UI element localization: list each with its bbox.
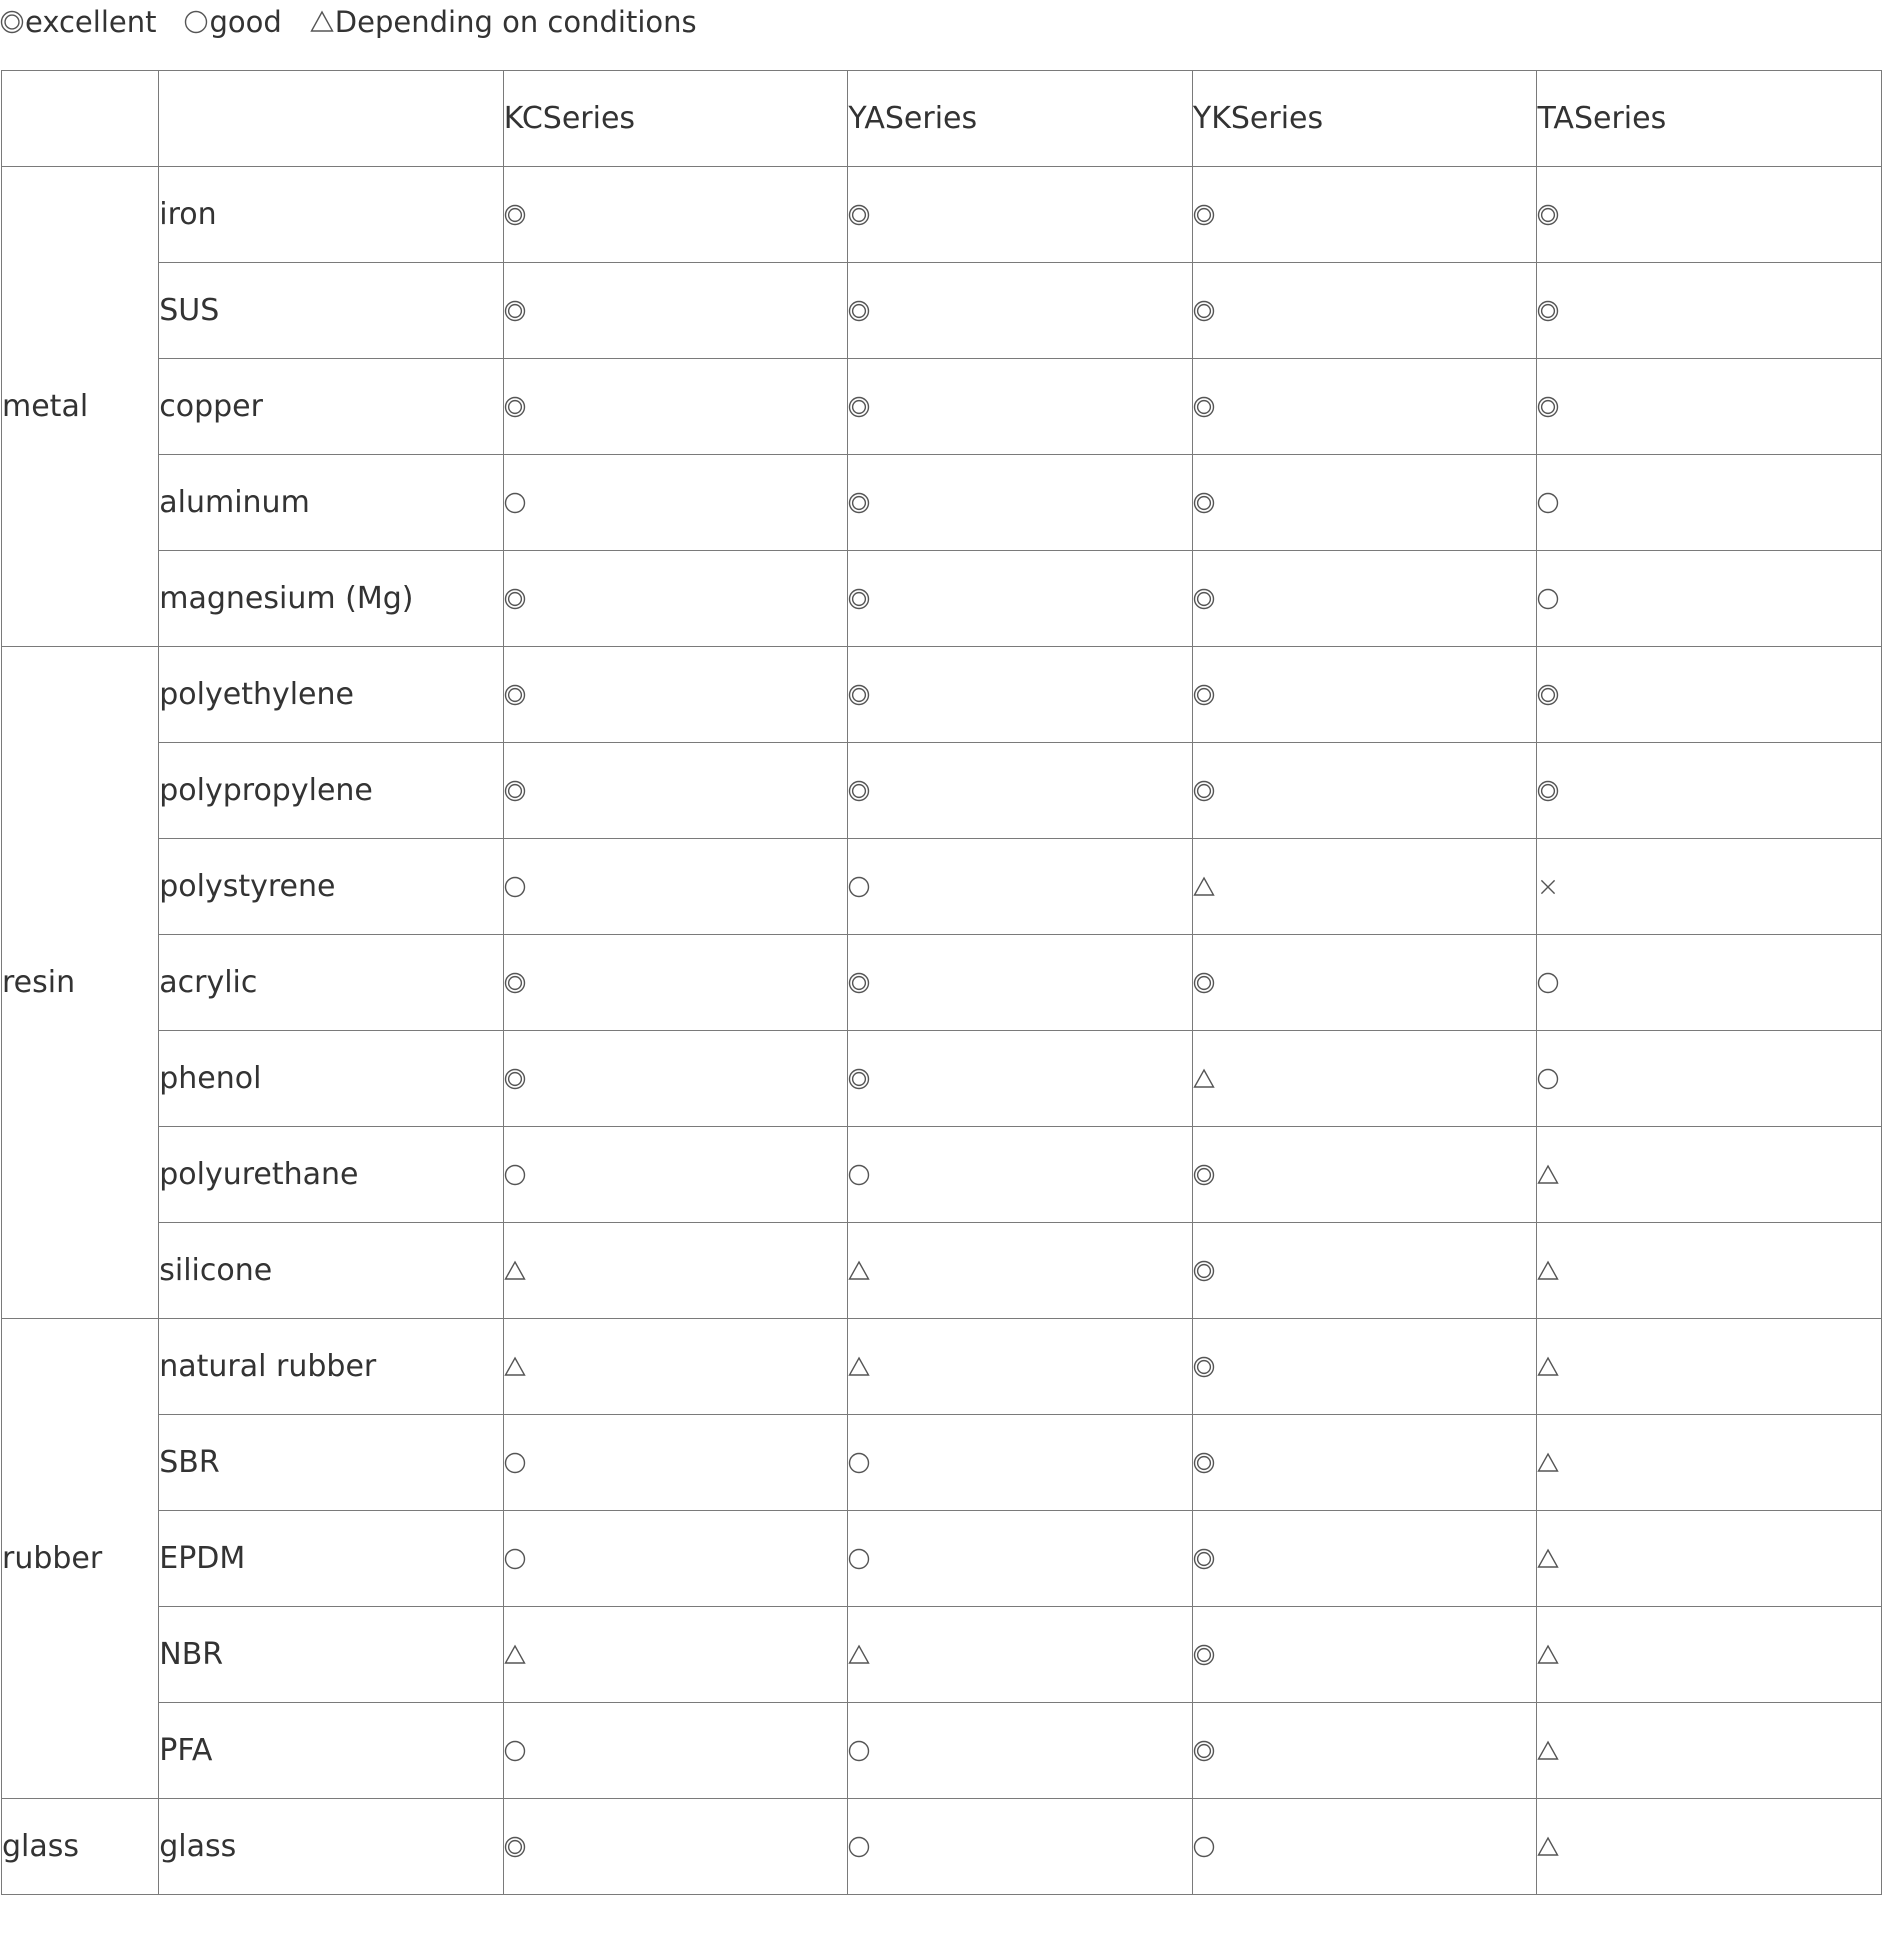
rating-cell-ta-series [1537, 359, 1882, 455]
rating-cell-kc-series [503, 1799, 848, 1895]
double-circle-icon [1193, 1164, 1537, 1186]
table-row [2, 839, 1882, 935]
rating-cell-ya-series [848, 359, 1193, 455]
rating-cell-ya-series [848, 551, 1193, 647]
circle-icon [504, 1740, 848, 1762]
material-cell-natural-rubber: natural rubber [159, 1319, 504, 1415]
rating-cell-ya-series [848, 1127, 1193, 1223]
rating-cell-yk-series [1192, 1319, 1537, 1415]
rating-cell-yk-series [1192, 743, 1537, 839]
category-cell-metal: metal [2, 167, 159, 647]
rating-cell-yk-series [1192, 1031, 1537, 1127]
triangle-icon [1537, 1452, 1881, 1474]
circle-icon [848, 1548, 1192, 1570]
circle-icon [848, 1452, 1192, 1474]
double-circle-icon [1537, 684, 1881, 706]
rating-cell-kc-series [503, 935, 848, 1031]
rating-cell-yk-series [1192, 167, 1537, 263]
triangle-icon [848, 1356, 1192, 1378]
rating-cell-yk-series [1192, 263, 1537, 359]
table-row [2, 359, 1882, 455]
rating-cell-ta-series [1537, 935, 1882, 1031]
material-cell-pfa: PFA [159, 1703, 504, 1799]
double-circle-icon [1193, 1452, 1537, 1474]
header-ya-series: YASeries [848, 71, 1193, 167]
double-circle-icon [848, 588, 1192, 610]
double-circle-icon [1193, 1740, 1537, 1762]
circle-icon [848, 1740, 1192, 1762]
rating-cell-ta-series [1537, 647, 1882, 743]
rating-cell-ta-series [1537, 1319, 1882, 1415]
table-row [2, 551, 1882, 647]
triangle-icon [1537, 1644, 1881, 1666]
rating-cell-ta-series [1537, 839, 1882, 935]
rating-cell-ta-series [1537, 1511, 1882, 1607]
rating-cell-ya-series [848, 1703, 1193, 1799]
triangle-icon [1537, 1740, 1881, 1762]
rating-cell-kc-series [503, 647, 848, 743]
double-circle-icon [0, 10, 24, 34]
cross-icon [1537, 876, 1881, 898]
triangle-icon [1537, 1164, 1881, 1186]
rating-cell-yk-series [1192, 839, 1537, 935]
rating-cell-kc-series [503, 743, 848, 839]
table-row [2, 1127, 1882, 1223]
header-material-cell [159, 71, 504, 167]
triangle-icon [504, 1356, 848, 1378]
material-cell-aluminum: aluminum [159, 455, 504, 551]
double-circle-icon [848, 780, 1192, 802]
table-row [2, 167, 1882, 263]
circle-icon [504, 1452, 848, 1474]
double-circle-icon [1537, 300, 1881, 322]
rating-cell-kc-series [503, 551, 848, 647]
triangle-icon [1193, 876, 1537, 898]
circle-icon [504, 1548, 848, 1570]
rating-cell-kc-series [503, 263, 848, 359]
category-cell-resin: resin [2, 647, 159, 1319]
rating-cell-ta-series [1537, 263, 1882, 359]
triangle-icon [1537, 1548, 1881, 1570]
table-row [2, 1799, 1882, 1895]
rating-cell-ta-series [1537, 1607, 1882, 1703]
table-row [2, 1511, 1882, 1607]
double-circle-icon [504, 588, 848, 610]
double-circle-icon [1193, 204, 1537, 226]
header-ta-series: TASeries [1537, 71, 1882, 167]
rating-cell-ta-series [1537, 1799, 1882, 1895]
rating-cell-ya-series [848, 1415, 1193, 1511]
rating-cell-kc-series [503, 839, 848, 935]
category-cell-rubber: rubber [2, 1319, 159, 1799]
legend-item-excellent [0, 5, 156, 39]
table-row [2, 647, 1882, 743]
rating-cell-ta-series [1537, 1223, 1882, 1319]
triangle-icon [1537, 1356, 1881, 1378]
rating-cell-yk-series [1192, 1223, 1537, 1319]
material-cell-phenol: phenol [159, 1031, 504, 1127]
double-circle-icon [1537, 780, 1881, 802]
double-circle-icon [848, 396, 1192, 418]
table-row [2, 1607, 1882, 1703]
circle-icon [1193, 1836, 1537, 1858]
double-circle-icon [848, 204, 1192, 226]
double-circle-icon [1537, 204, 1881, 226]
legend-item-good [184, 5, 281, 39]
triangle-icon [848, 1260, 1192, 1282]
double-circle-icon [504, 396, 848, 418]
circle-icon [184, 10, 208, 34]
table-header-row [2, 71, 1882, 167]
legend [0, 0, 725, 44]
rating-cell-kc-series [503, 455, 848, 551]
circle-icon [504, 492, 848, 514]
material-cell-iron: iron [159, 167, 504, 263]
double-circle-icon [1193, 1260, 1537, 1282]
header-category-cell [2, 71, 159, 167]
material-cell-nbr: NBR [159, 1607, 504, 1703]
double-circle-icon [848, 684, 1192, 706]
material-cell-sus: SUS [159, 263, 504, 359]
double-circle-icon [1193, 300, 1537, 322]
rating-cell-ya-series [848, 263, 1193, 359]
table-row [2, 455, 1882, 551]
circle-icon [504, 1164, 848, 1186]
rating-cell-ya-series [848, 167, 1193, 263]
category-cell-glass: glass [2, 1799, 159, 1895]
rating-cell-ya-series [848, 647, 1193, 743]
rating-cell-kc-series [503, 1703, 848, 1799]
circle-icon [504, 876, 848, 898]
material-cell-polystyrene: polystyrene [159, 839, 504, 935]
double-circle-icon [1193, 396, 1537, 418]
rating-cell-ta-series [1537, 167, 1882, 263]
triangle-icon [504, 1260, 848, 1282]
material-cell-magnesium-mg: magnesium (Mg) [159, 551, 504, 647]
header-kc-series: KCSeries [503, 71, 848, 167]
rating-cell-ta-series [1537, 551, 1882, 647]
rating-cell-yk-series [1192, 359, 1537, 455]
double-circle-icon [504, 1836, 848, 1858]
double-circle-icon [504, 972, 848, 994]
compatibility-table [1, 70, 1882, 1895]
rating-cell-kc-series [503, 1415, 848, 1511]
rating-cell-ya-series [848, 743, 1193, 839]
rating-cell-yk-series [1192, 935, 1537, 1031]
rating-cell-ta-series [1537, 455, 1882, 551]
circle-icon [848, 1836, 1192, 1858]
rating-cell-ya-series [848, 455, 1193, 551]
rating-cell-yk-series [1192, 551, 1537, 647]
circle-icon [848, 1164, 1192, 1186]
rating-cell-ta-series [1537, 1415, 1882, 1511]
table-row [2, 1319, 1882, 1415]
material-cell-acrylic: acrylic [159, 935, 504, 1031]
double-circle-icon [504, 204, 848, 226]
rating-cell-yk-series [1192, 1703, 1537, 1799]
double-circle-icon [848, 492, 1192, 514]
rating-cell-kc-series [503, 1511, 848, 1607]
triangle-icon [1537, 1836, 1881, 1858]
legend-label-excellent: excellent [25, 5, 157, 39]
triangle-icon [1193, 1068, 1537, 1090]
rating-cell-kc-series [503, 1319, 848, 1415]
double-circle-icon [1193, 492, 1537, 514]
double-circle-icon [1193, 1644, 1537, 1666]
triangle-icon [1537, 1260, 1881, 1282]
double-circle-icon [1193, 780, 1537, 802]
double-circle-icon [1193, 1548, 1537, 1570]
circle-icon [1537, 588, 1881, 610]
rating-cell-yk-series [1192, 647, 1537, 743]
rating-cell-ya-series [848, 1511, 1193, 1607]
legend-label-depending: Depending on conditions [334, 5, 697, 39]
rating-cell-yk-series [1192, 1799, 1537, 1895]
table-row [2, 1223, 1882, 1319]
double-circle-icon [504, 780, 848, 802]
material-cell-copper: copper [159, 359, 504, 455]
table-row [2, 1703, 1882, 1799]
double-circle-icon [1193, 588, 1537, 610]
rating-cell-kc-series [503, 1031, 848, 1127]
material-cell-epdm: EPDM [159, 1511, 504, 1607]
double-circle-icon [504, 1068, 848, 1090]
rating-cell-ya-series [848, 1607, 1193, 1703]
material-cell-polyurethane: polyurethane [159, 1127, 504, 1223]
rating-cell-ya-series [848, 839, 1193, 935]
rating-cell-yk-series [1192, 455, 1537, 551]
table-row [2, 1031, 1882, 1127]
circle-icon [1537, 972, 1881, 994]
double-circle-icon [504, 684, 848, 706]
rating-cell-kc-series [503, 1127, 848, 1223]
legend-label-good: good [209, 5, 282, 39]
table-row [2, 935, 1882, 1031]
rating-cell-ya-series [848, 935, 1193, 1031]
circle-icon [848, 876, 1192, 898]
rating-cell-yk-series [1192, 1607, 1537, 1703]
material-cell-silicone: silicone [159, 1223, 504, 1319]
circle-icon [1537, 492, 1881, 514]
material-cell-polyethylene: polyethylene [159, 647, 504, 743]
rating-cell-ta-series [1537, 1031, 1882, 1127]
rating-cell-yk-series [1192, 1127, 1537, 1223]
rating-cell-ya-series [848, 1031, 1193, 1127]
triangle-icon [848, 1644, 1192, 1666]
rating-cell-kc-series [503, 1223, 848, 1319]
rating-cell-ta-series [1537, 743, 1882, 839]
material-cell-glass: glass [159, 1799, 504, 1895]
rating-cell-yk-series [1192, 1415, 1537, 1511]
legend-item-depending [310, 5, 697, 39]
double-circle-icon [848, 300, 1192, 322]
double-circle-icon [1193, 1356, 1537, 1378]
material-cell-polypropylene: polypropylene [159, 743, 504, 839]
triangle-icon [504, 1644, 848, 1666]
double-circle-icon [1193, 684, 1537, 706]
rating-cell-kc-series [503, 359, 848, 455]
triangle-icon [310, 10, 334, 34]
rating-cell-ya-series [848, 1319, 1193, 1415]
rating-cell-ta-series [1537, 1703, 1882, 1799]
material-cell-sbr: SBR [159, 1415, 504, 1511]
table-body [2, 167, 1882, 1895]
table-row [2, 263, 1882, 359]
table-row [2, 1415, 1882, 1511]
table-row [2, 743, 1882, 839]
rating-cell-ta-series [1537, 1127, 1882, 1223]
rating-cell-kc-series [503, 167, 848, 263]
circle-icon [1537, 1068, 1881, 1090]
double-circle-icon [848, 1068, 1192, 1090]
double-circle-icon [848, 972, 1192, 994]
header-yk-series: YKSeries [1192, 71, 1537, 167]
rating-cell-ya-series [848, 1223, 1193, 1319]
double-circle-icon [1537, 396, 1881, 418]
rating-cell-ya-series [848, 1799, 1193, 1895]
double-circle-icon [504, 300, 848, 322]
rating-cell-kc-series [503, 1607, 848, 1703]
rating-cell-yk-series [1192, 1511, 1537, 1607]
double-circle-icon [1193, 972, 1537, 994]
